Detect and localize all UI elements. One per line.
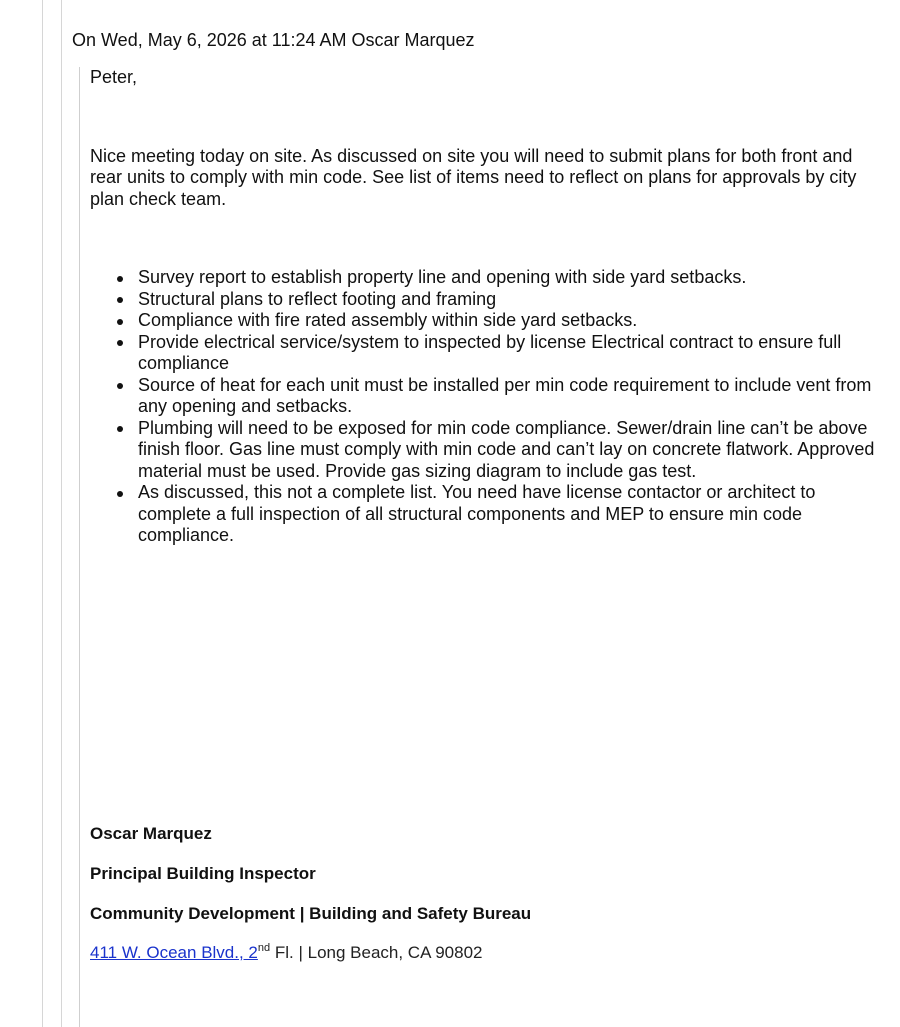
quoted-message — [79, 67, 875, 1027]
list-item: As discussed, this not a complete list. You need have license contactor or architect to complete a full inspection of all structural components and MEP to ensure min code compliance. — [138, 482, 888, 547]
outer-quote-bar — [61, 0, 62, 1027]
signature-department: Community Development | Building and Safety Bureau — [90, 904, 532, 923]
signature-name: Oscar Marquez — [90, 824, 212, 843]
body-paragraph: Nice meeting today on site. As discussed on site you will need to submit plans for both front and rear units to comply with min code. See list of items need to reflect on plans for approvals by city plan check team. — [90, 145, 857, 209]
address-superscript: nd — [257, 942, 271, 954]
list-item: Survey report to establish property line and opening with side yard setbacks. — [138, 267, 888, 289]
list-item: Source of heat for each unit must be installed per min code requirement to include vent from any opening and setbacks. — [138, 375, 888, 418]
requirements-list — [90, 267, 888, 547]
signature-address — [90, 943, 482, 965]
list-item: Structural plans to reflect footing and framing — [138, 289, 888, 311]
outer-quote-bar — [42, 0, 43, 1027]
address-rest: Fl. | Long Beach, CA 90802 — [270, 943, 483, 962]
list-item: Provide electrical service/system to inspected by license Electrical contract to ensure full compliance — [138, 332, 888, 375]
address-link-text: 411 W. Ocean Blvd., 2 — [90, 943, 258, 962]
message-body — [90, 67, 875, 547]
quote-attribution: On Wed, May 6, 2026 at 11:24 AM Oscar Marquez — [72, 30, 475, 50]
list-item: Compliance with fire rated assembly within side yard setbacks. — [138, 310, 888, 332]
greeting: Peter, — [90, 67, 138, 87]
signature-title: Principal Building Inspector — [90, 864, 316, 883]
list-item: Plumbing will need to be exposed for min code compliance. Sewer/drain line can’t be above finish floor. Gas line must comply with min code and can’t lay on concrete flatwork. Approved material must be used. Provide gas sizing diagram to include gas test. — [138, 418, 888, 483]
address-link[interactable] — [90, 943, 258, 962]
